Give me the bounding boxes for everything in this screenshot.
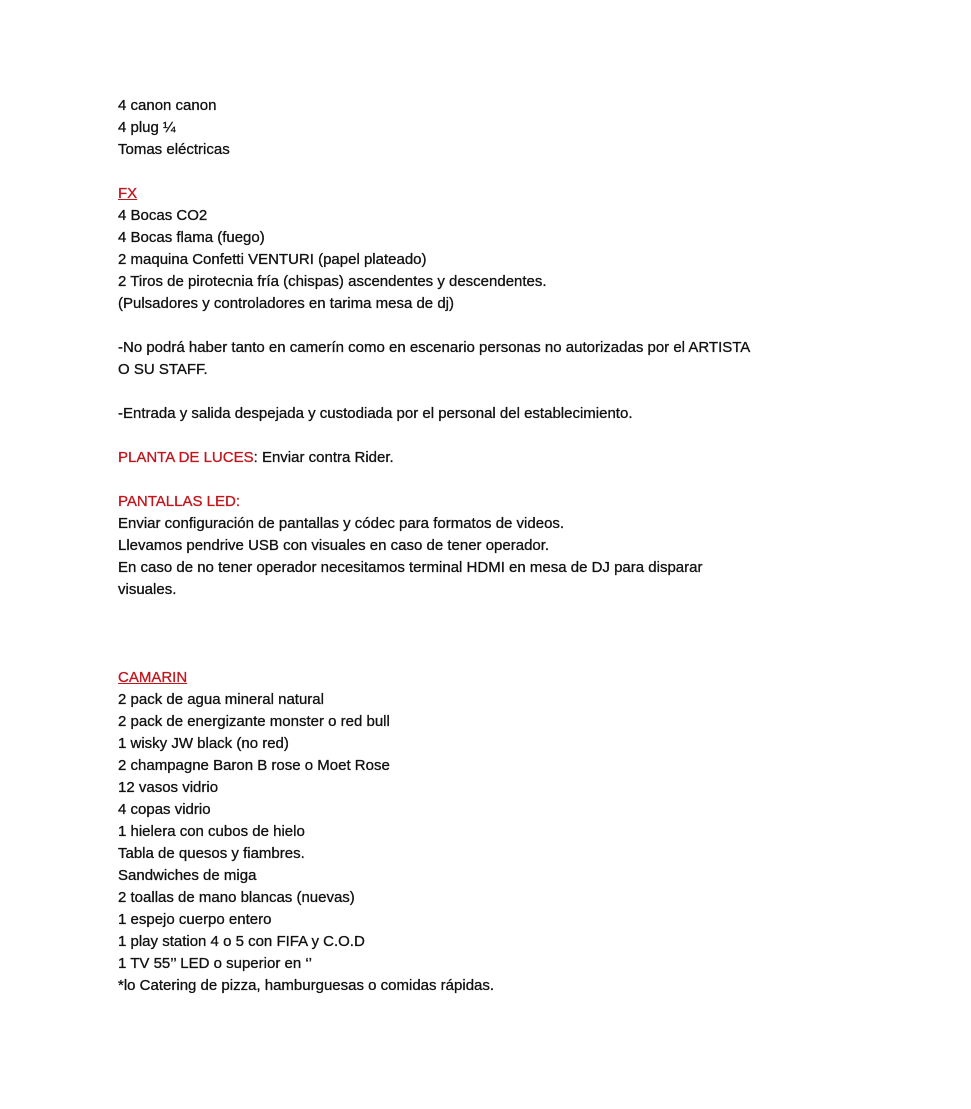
fx-item: 4 Bocas CO2 [118,207,208,224]
camarin-item: 2 toallas de mano blancas (nuevas) [118,889,355,906]
rider-document [118,95,938,997]
fx-item: (Pulsadores y controladores en tarima mesa de dj) [118,295,454,312]
led-heading: PANTALLAS LED: [118,493,240,510]
camarin-item: *lo Catering de pizza, hamburguesas o comidas rápidas. [118,977,495,994]
camarin-item: 4 copas vidrio [118,801,211,818]
lights-line [118,447,938,469]
spacer [118,315,938,337]
spacer [118,161,938,183]
camarin-item: Tabla de quesos y fiambres. [118,845,305,862]
staff-note-line: O SU STAFF. [118,361,208,378]
staff-note-line: -No podrá haber tanto en camerín como en escenario personas no autorizadas por el ARTISTA [118,339,751,356]
fx-item: 2 maquina Confetti VENTURI (papel plateado) [118,251,427,268]
led-line: Llevamos pendrive USB con visuales en caso de tener operador. [118,537,550,554]
spacer [118,469,938,491]
camarin-item: 1 espejo cuerpo entero [118,911,272,928]
intro-line: 4 canon canon [118,97,217,114]
camarin-item: 1 wisky JW black (no red) [118,735,289,752]
fx-item: 4 Bocas flama (fuego) [118,229,265,246]
camarin-item: 1 TV 55’’ LED o superior en ‘’ [118,955,312,972]
fx-heading: FX [118,185,138,202]
camarin-item: Sandwiches de miga [118,867,257,884]
camarin-item: 2 pack de energizante monster o red bull [118,713,390,730]
camarin-heading: CAMARIN [118,669,188,686]
fx-item: 2 Tiros de pirotecnia fría (chispas) ascendentes y descendentes. [118,273,547,290]
camarin-item: 12 vasos vidrio [118,779,219,796]
spacer [118,425,938,447]
camarin-item: 2 pack de agua mineral natural [118,691,324,708]
camarin-item: 2 champagne Baron B rose o Moet Rose [118,757,390,774]
entrance-note: -Entrada y salida despejada y custodiada por el personal del establecimiento. [118,405,633,422]
camarin-item: 1 hielera con cubos de hielo [118,823,305,840]
led-line: En caso de no tener operador necesitamos terminal HDMI en mesa de DJ para disparar [118,559,703,576]
intro-line: Tomas eléctricas [118,141,230,158]
spacer [118,381,938,403]
spacer [118,601,938,667]
camarin-item: 1 play station 4 o 5 con FIFA y C.O.D [118,933,365,950]
led-line: visuales. [118,581,177,598]
lights-text: : Enviar contra Rider. [253,449,394,466]
intro-line: 4 plug ¼ [118,119,176,136]
led-line: Enviar configuración de pantallas y códec para formatos de videos. [118,515,565,532]
lights-label: PLANTA DE LUCES [118,449,254,466]
